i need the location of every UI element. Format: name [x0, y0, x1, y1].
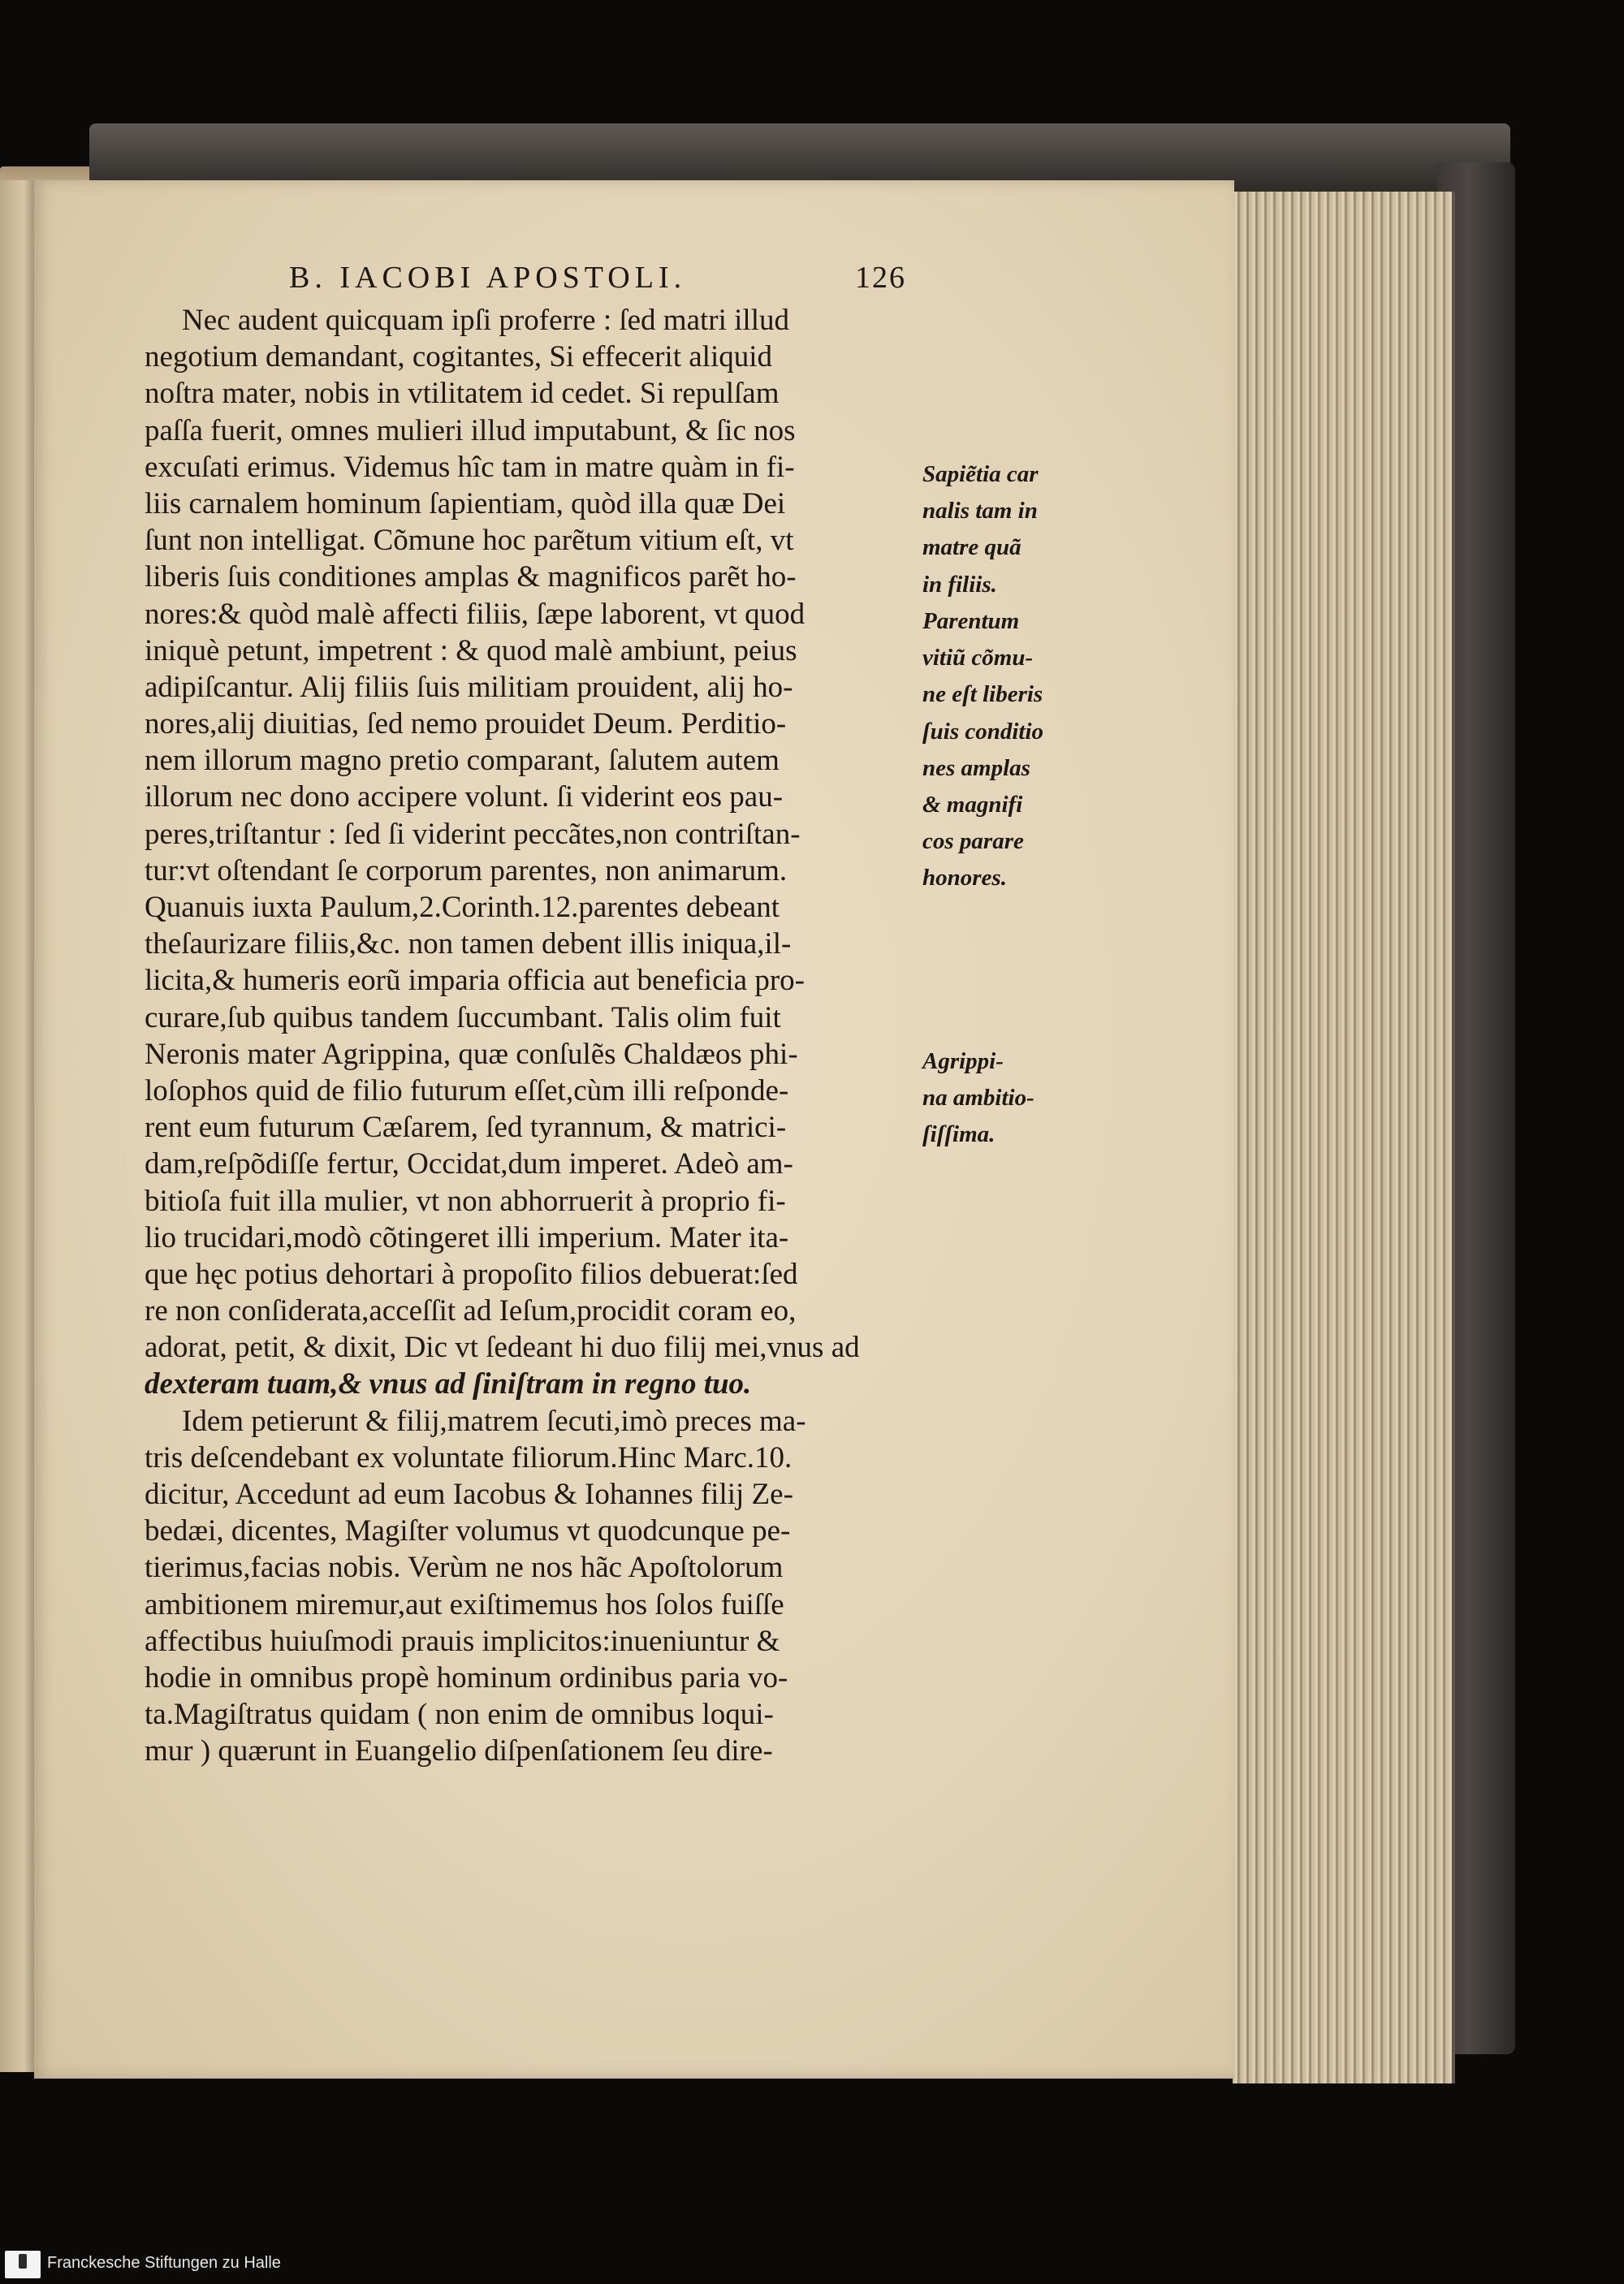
text-line: theſaurizare filiis,&c. non tamen debent illis iniqua,il-: [145, 927, 792, 961]
margin-note-line: nalis tam in: [922, 498, 1038, 525]
text-line: dexteram tuam,& vnus ad ſiniſtram in regno tuo.: [145, 1367, 752, 1401]
margin-note-agrippina: [922, 1043, 1101, 1154]
text-line: nem illorum magno pretio comparant, ſalutem autem: [145, 744, 780, 778]
text-line: que hęc potius dehortari à propoſito filios debuerat:ſed: [145, 1257, 798, 1291]
text-line: adipiſcantur. Alij filiis ſuis militiam prouident, alij ho-: [145, 670, 793, 704]
text-line: excuſati erimus. Videmus hîc tam in matre quàm in fi-: [145, 450, 795, 484]
text-line: Idem petierunt & filij,matrem ſecuti,imò preces ma-: [182, 1404, 806, 1438]
text-line: Nec audent quicquam ipſi proferre : ſed matri illud: [182, 304, 789, 337]
text-line: affectibus huiuſmodi prauis implicitos:inueniuntur &: [145, 1624, 780, 1658]
text-line: mur ) quærunt in Euangelio diſpenſationem ſeu dire-: [145, 1734, 773, 1768]
text-line: iniquè petunt, impetrent : & quod malè ambiunt, peius: [145, 633, 797, 667]
text-line: ta.Magiſtratus quidam ( non enim de omnibus loqui-: [145, 1698, 774, 1732]
margin-note-parentum: [922, 603, 1101, 897]
running-header: [289, 260, 906, 302]
text-line: nores:& quòd malè affecti filiis, ſæpe laborent, vt quod: [145, 597, 806, 631]
page-edges: [1233, 192, 1455, 2083]
text-line: noſtra mater, nobis in vtilitatem id cedet. Si repulſam: [145, 377, 780, 411]
text-line: Neronis mater Agrippina, quæ conſulẽs Chaldæos phi-: [145, 1037, 798, 1071]
institution-logo: [5, 2251, 41, 2278]
margin-note-line: & magnifi: [922, 792, 1023, 818]
margin-note-line: in filiis.: [922, 571, 997, 598]
margin-note-line: Sapiẽtia car: [922, 461, 1039, 487]
text-line: tur:vt oſtendant ſe corporum parentes, non animarum.: [145, 853, 788, 887]
margin-note-line: nes amplas: [922, 754, 1030, 781]
text-line: ſunt non intelligat. Cõmune hoc parẽtum vitium eſt, vt: [145, 524, 794, 558]
text-line: curare,ſub quibus tandem ſuccumbant. Talis olim fuit: [145, 1000, 781, 1034]
margin-note-line: vitiũ cõmu-: [922, 645, 1034, 671]
text-line: bedæi, dicentes, Magiſter volumus vt quodcunque pe-: [145, 1514, 791, 1548]
text-line: negotium demandant, cogitantes, Si effecerit aliquid: [145, 340, 773, 374]
text-line: adorat, petit, & dixit, Dic vt ſedeant hi duo filij mei,vnus ad: [145, 1331, 860, 1365]
text-line: paſſa fuerit, omnes mulieri illud imputabunt, & ſic nos: [145, 413, 796, 447]
margin-note-line: Agrippi-: [922, 1048, 1004, 1074]
margin-note-line: matre quã: [922, 534, 1021, 561]
text-line: licita,& humeris eorũ imparia officia aut beneficia pro-: [145, 964, 805, 998]
text-line: hodie in omnibus propè hominum ordinibus paria vo-: [145, 1660, 788, 1695]
margin-note-line: ne eſt liberis: [922, 681, 1043, 708]
folio-number: 126: [855, 261, 906, 295]
margin-note-line: honores.: [922, 865, 1007, 892]
text-line: rent eum futurum Cæſarem, ſed tyrannum, & matrici-: [145, 1111, 787, 1145]
running-title: B. IACOBI APOSTOLI.: [289, 261, 687, 295]
text-line: ambitionem miremur,aut exiſtimemus hos ſolos fuiſſe: [145, 1587, 784, 1621]
text-line: lio trucidari,modò cõtingeret illi imperium. Mater ita-: [145, 1220, 789, 1254]
left-page-sliver: [0, 180, 34, 2072]
footer-credit: Franckesche Stiftungen zu Halle: [47, 2254, 281, 2272]
text-line: illorum nec dono accipere volunt. ſi viderint eos pau-: [145, 780, 784, 814]
text-line: nores,alij diuitias, ſed nemo prouidet Deum. Perditio-: [145, 707, 787, 741]
text-line: re non conſiderata,acceſſit ad Ieſum,procidit coram eo,: [145, 1294, 797, 1328]
body-text: [145, 302, 924, 1770]
text-line: tris deſcendebant ex voluntate filiorum.Hinc Marc.10.: [145, 1440, 793, 1474]
margin-note-line: na ambitio-: [922, 1085, 1034, 1112]
text-line: Quanuis iuxta Paulum,2.Corinth.12.parentes debeant: [145, 891, 780, 924]
margin-note-line: cos parare: [922, 828, 1024, 855]
text-line: liis carnalem hominum ſapientiam, quòd illa quæ Dei: [145, 486, 786, 520]
margin-note-line: Parentum: [922, 608, 1020, 634]
margin-note-sapientia: [922, 456, 1101, 603]
margin-note-line: ſiſſima.: [922, 1121, 996, 1148]
text-line: loſophos quid de filio futurum eſſet,cùm illi reſponde-: [145, 1073, 789, 1107]
text-line: dam,reſpõdiſſe fertur, Occidat,dum imperet. Adeò am-: [145, 1147, 793, 1181]
margin-note-line: ſuis conditio: [922, 718, 1044, 745]
text-line: peres,triſtantur : ſed ſi viderint peccãtes,non contriſtan-: [145, 817, 801, 851]
text-line: dicitur, Accedunt ad eum Iacobus & Iohannes filij Ze-: [145, 1478, 793, 1511]
text-line: liberis ſuis conditiones amplas & magnificos parẽt ho-: [145, 560, 797, 594]
text-line: bitioſa fuit illa mulier, vt non abhorruerit à proprio fi-: [145, 1184, 786, 1218]
text-line: tierimus,facias nobis. Verùm ne nos hãc Apoſtolorum: [145, 1551, 784, 1585]
